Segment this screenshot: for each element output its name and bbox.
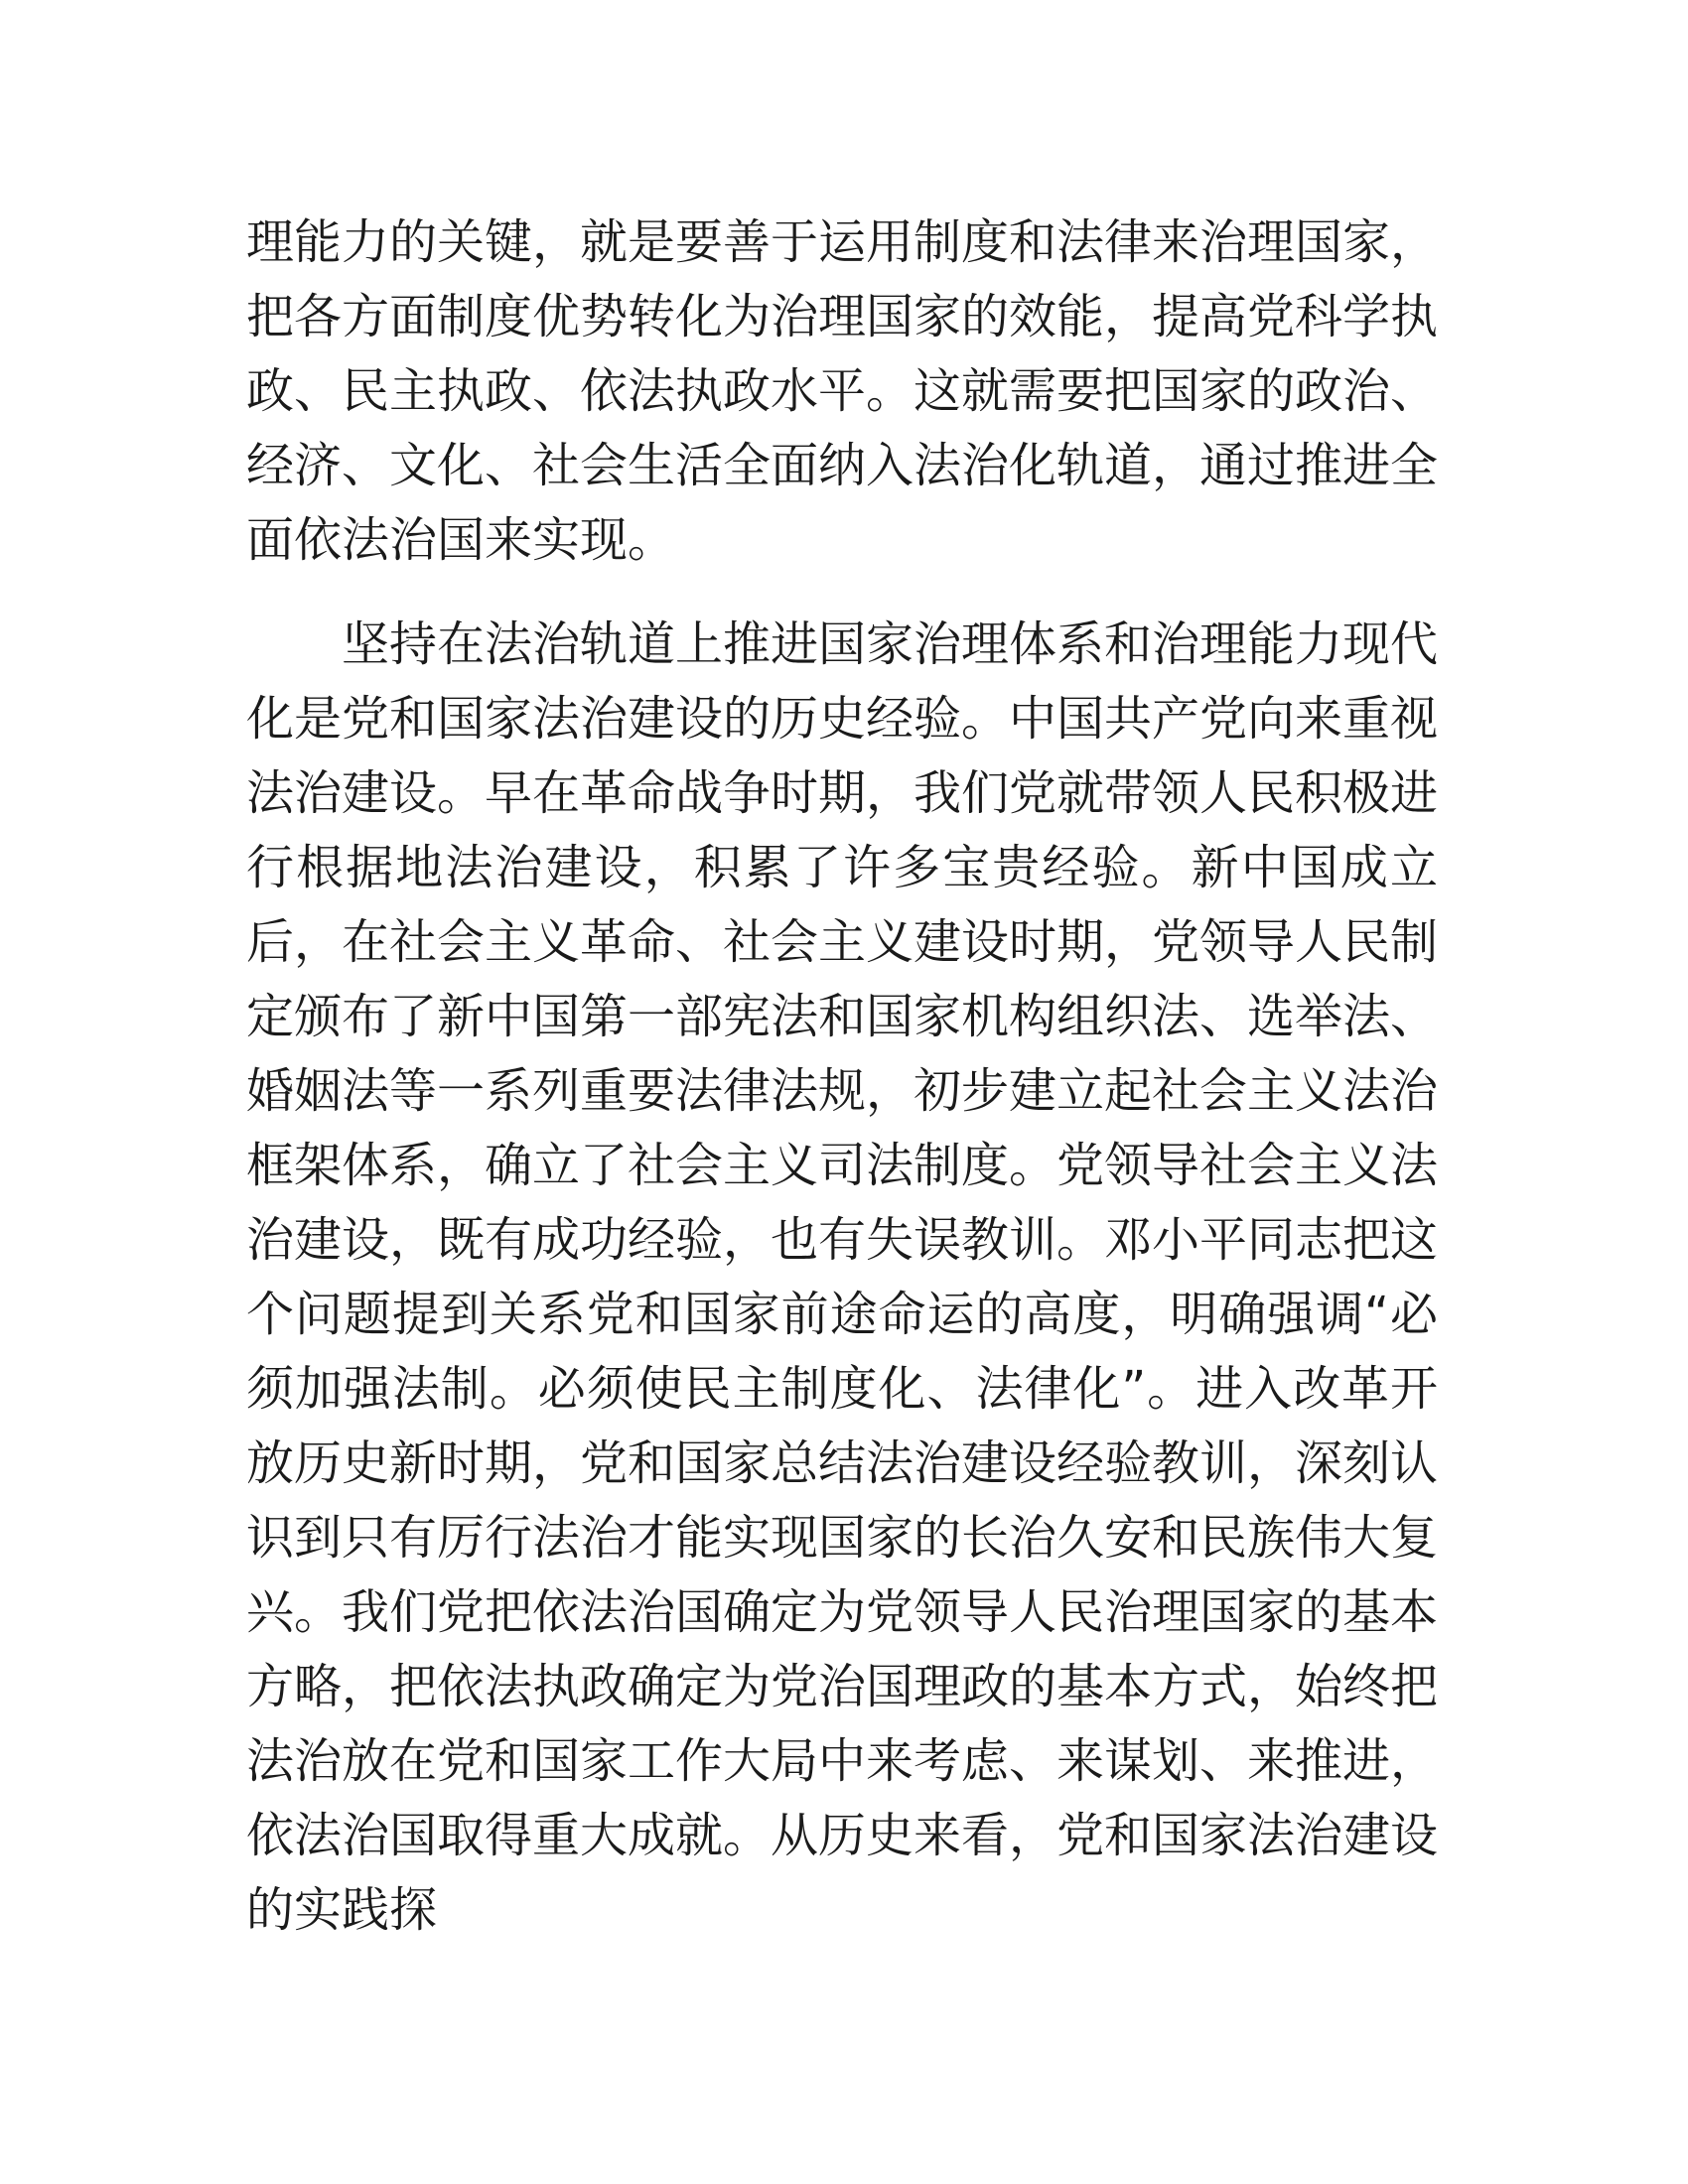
paragraph-main-text: 坚持在法治轨道上推进国家治理体系和治理能力现代化是党和国家法治建设的历史经验。中国共产党向来重视法治建设。早在革命战争时期，我们党就带领人民积极进行根据地法治建设，积累了许多宝贵经验。新中国成立后，在社会主义革命、社会主义建设时期，党领导人民制定颁布了新中国第一部宪法和国家机构组织法、选举法、婚姻法等一系列重要法律法规，初步建立起社会主义法治框架体系，确立了社会主义司法制度。党领导社会主义法治建设，既有成功经验，也有失误教训。邓小平同志把这个问题提到关系党和国家前途命运的高度，明确强调“必须加强法制。必须使民主制度化、法律化”。进入改革开放历史新时期，党和国家总结法治建设经验教训，深刻认识到只有厉行法治才能实现国家的长治久安和民族伟大复兴。我们党把依法治国确定为党领导人民治理国家的基本方略，把依法执政确定为党治国理政的基本方式，始终把法治放在党和国家工作大局中来考虑、来谋划、来推进，依法治国取得重大成就。从历史来看，党和国家法治建设的实践探: [246, 616, 1439, 1938]
paragraph-continued: 理能力的关键，就是要善于运用制度和法律来治理国家，把各方面制度优势转化为治理国家的效能，提高党科学执政、民主执政、依法执政水平。这就需要把国家的政治、经济、文化、社会生活全面纳入法治化轨道，通过推进全面依法治国来实现。: [246, 214, 1439, 568]
paragraph-main: [246, 608, 1438, 1948]
